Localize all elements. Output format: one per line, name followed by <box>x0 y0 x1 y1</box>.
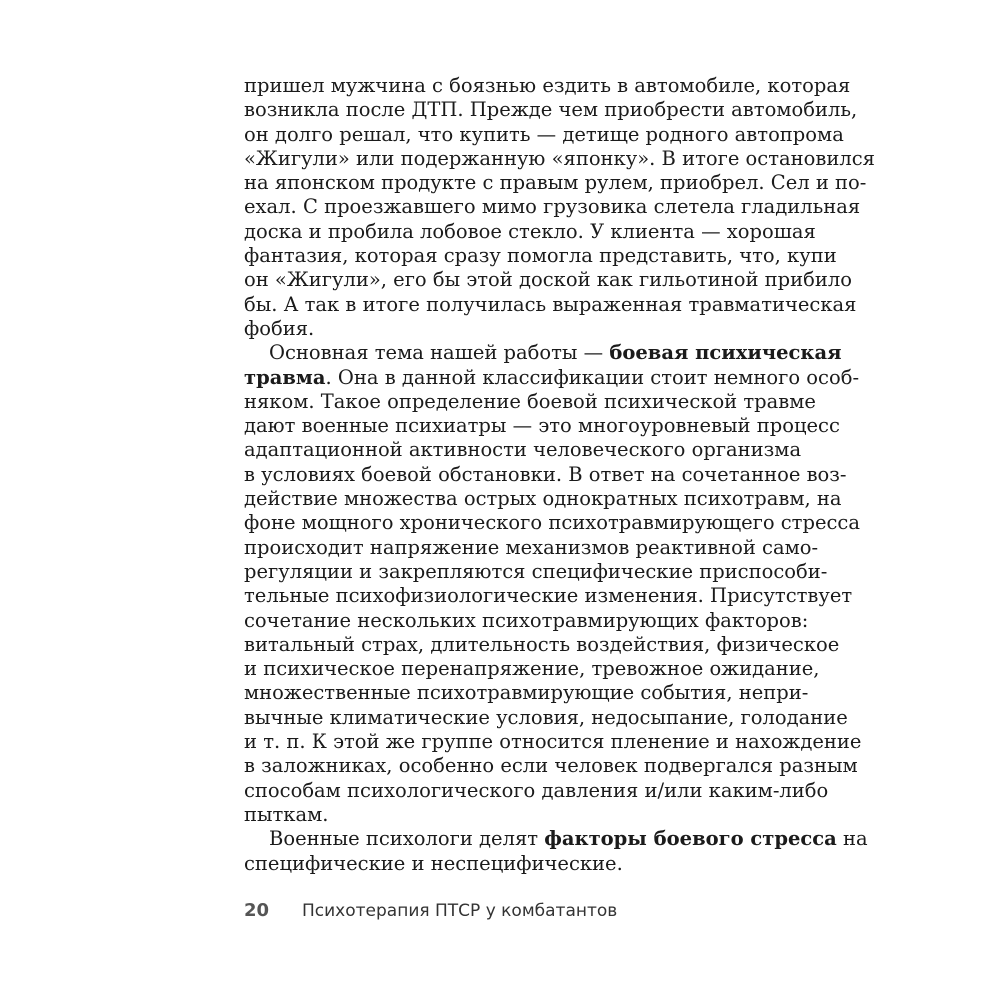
text-run: . Она в данной классификации стоит немного особ- <box>325 365 860 389</box>
text-line <box>244 317 756 341</box>
text-line <box>244 341 842 365</box>
text-run: и психическое перенапряжение, тревожное ожидание, <box>244 657 820 681</box>
text-line <box>244 730 862 754</box>
text-run: регуляции и закрепляются специфические приспособи- <box>244 559 828 583</box>
text-run: тельные психофизиологические изменения. Присутствует <box>244 584 853 608</box>
text-run: витальный страх, длительность воздействия, физическое <box>244 632 840 656</box>
text-line <box>244 632 840 657</box>
body-text <box>244 74 875 876</box>
text-line <box>244 827 868 851</box>
text-line <box>244 535 819 560</box>
text-run: возникла после ДТП. Прежде чем приобрести автомобиль, <box>244 98 858 122</box>
text-line <box>244 74 851 98</box>
text-run: адаптационной активности человеческого организма <box>244 438 802 462</box>
text-run: бы. А так в итоге получилась выраженная травматическая <box>244 292 857 316</box>
text-line <box>244 268 852 292</box>
text-line <box>244 608 809 633</box>
text-line <box>244 292 857 317</box>
text-line <box>244 438 802 462</box>
text-line <box>244 462 847 487</box>
text-run: он долго решал, что купить — детище родного автопрома <box>244 122 844 146</box>
text-line <box>244 195 861 219</box>
bold-term: травма <box>244 365 326 389</box>
text-run: сочетание нескольких психотравмирующих факторов: <box>244 608 809 632</box>
page-number: 20 <box>244 900 270 921</box>
text-run: на <box>836 827 868 851</box>
text-run: множественные психотравмирующие события, непри- <box>244 681 809 705</box>
text-line <box>244 244 837 268</box>
text-line <box>244 705 848 730</box>
text-line <box>244 219 816 244</box>
text-line <box>244 365 860 390</box>
text-line <box>244 511 860 535</box>
text-run: вычные климатические условия, недосыпание, голодание <box>244 705 848 729</box>
text-run: фобия. <box>244 316 315 340</box>
text-line <box>244 852 756 876</box>
page-footer <box>244 900 617 926</box>
text-run: фоне мощного хронического психотравмирующего стресса <box>244 511 860 535</box>
text-run: пришел мужчина с боязнью ездить в автомобиле, которая <box>244 74 851 97</box>
text-run: няком. Такое определение боевой психической травме <box>244 389 816 413</box>
text-line <box>244 778 829 803</box>
text-line <box>244 681 809 705</box>
text-run: на японском продукте с правым рулем, приобрел. Сел и по- <box>244 171 867 195</box>
text-line <box>244 414 840 438</box>
text-run: «Жигули» или подержанную «японку». В итоге остановился <box>244 146 875 170</box>
running-title: Психотерапия ПТСР у комбатантов <box>302 901 618 921</box>
text-line <box>244 559 828 584</box>
text-line <box>244 98 858 122</box>
text-run: действие множества острых однократных психотравм, на <box>244 487 842 511</box>
text-run: специфические и неспецифические. <box>244 851 623 875</box>
text-line <box>244 122 844 147</box>
text-run: доска и пробила лобовое стекло. У клиента — хорошая <box>244 219 816 243</box>
text-run: ехал. С проезжавшего мимо грузовика слетела гладильная <box>244 195 861 219</box>
text-run: он «Жигули», его бы этой доской как гильотиной прибило <box>244 268 852 292</box>
text-line <box>244 171 867 195</box>
paragraph-2 <box>244 341 862 827</box>
paragraph-1 <box>244 74 875 341</box>
text-run: в условиях боевой обстановки. В ответ на сочетанное воз- <box>244 462 847 486</box>
bold-term: факторы боевого стресса <box>544 827 837 851</box>
text-run: фантазия, которая сразу помогла представить, что, купи <box>244 244 837 268</box>
text-line <box>244 754 858 778</box>
text-line <box>244 584 853 608</box>
text-run: и т. п. К этой же группе относится пленение и нахождение <box>244 730 862 754</box>
text-run: Основная тема нашей работы — <box>269 341 610 365</box>
text-line <box>244 487 842 511</box>
text-run: способам психологического давления и/или каким-либо <box>244 778 829 802</box>
text-run: пыткам. <box>244 802 329 826</box>
paragraph-3 <box>244 827 868 876</box>
text-run: Военные психологи делят <box>269 827 545 851</box>
text-line <box>244 803 756 827</box>
text-run: дают военные психиатры — это многоуровневый процесс <box>244 414 840 438</box>
text-run: происходит напряжение механизмов реактивной само- <box>244 535 819 559</box>
text-line <box>244 146 875 171</box>
text-line <box>244 657 820 681</box>
text-line <box>244 389 816 414</box>
text-run: в заложниках, особенно если человек подвергался разным <box>244 754 858 778</box>
bold-term: боевая психическая <box>609 341 842 365</box>
